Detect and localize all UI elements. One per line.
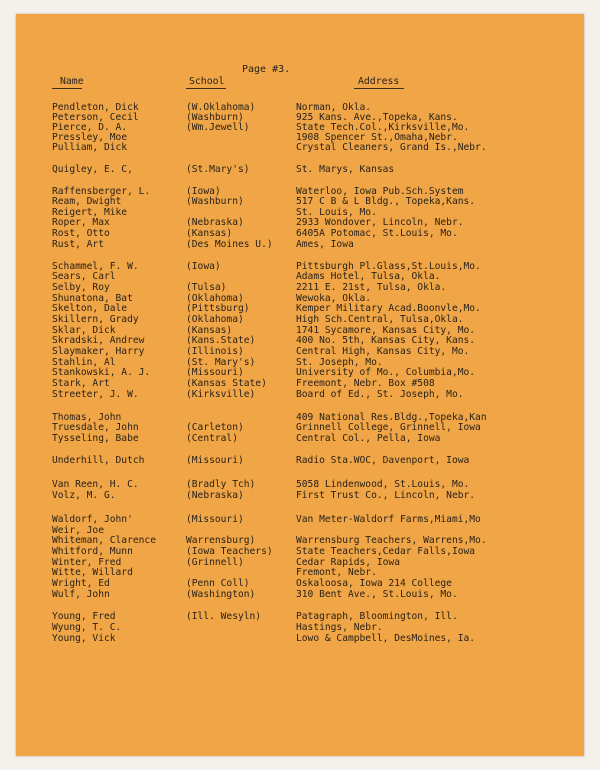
entry-address: 6405A Potomac, St.Louis, Mo. bbox=[296, 228, 458, 239]
entry-school: (Nebraska) bbox=[186, 490, 244, 501]
roster-row bbox=[16, 567, 584, 578]
roster-row bbox=[16, 335, 584, 346]
entry-school: (Carleton) bbox=[186, 422, 244, 433]
entry-school: (Illinois) bbox=[186, 346, 244, 357]
entry-name: Truesdale, John bbox=[52, 422, 139, 433]
entry-school: (St.Mary's) bbox=[186, 164, 250, 175]
entry-address: Ames, Iowa bbox=[296, 239, 354, 250]
entry-name: Wyung, T. C. bbox=[52, 622, 122, 633]
entry-name: Slaymaker, Harry bbox=[52, 346, 145, 357]
roster-row bbox=[16, 578, 584, 589]
roster-row bbox=[16, 389, 584, 400]
entry-address: Wewoka, Okla. bbox=[296, 293, 372, 304]
entry-school: (Ill. Wesyln) bbox=[186, 611, 262, 622]
entry-school: (Kansas State) bbox=[186, 378, 267, 389]
entry-name: Skillern, Grady bbox=[52, 314, 139, 325]
entry-name: Stankowski, A. J. bbox=[52, 367, 151, 378]
entry-address: Adams Hotel, Tulsa, Okla. bbox=[296, 271, 441, 282]
entry-school: (Grinnell) bbox=[186, 557, 244, 568]
entry-name: Shunatona, Bat bbox=[52, 293, 133, 304]
entry-address: Central Col., Pella, Iowa bbox=[296, 433, 441, 444]
entry-address: Kemper Military Acad.Boonvle,Mo. bbox=[296, 303, 481, 314]
roster-row bbox=[16, 303, 584, 314]
entry-school: (Missouri) bbox=[186, 455, 244, 466]
roster-row bbox=[16, 164, 584, 175]
entry-address: St. Marys, Kansas bbox=[296, 164, 395, 175]
entry-name: Selby, Roy bbox=[52, 282, 110, 293]
roster-row bbox=[16, 346, 584, 357]
entry-name: Reigert, Mike bbox=[52, 207, 128, 218]
entry-address: First Trust Co., Lincoln, Nebr. bbox=[296, 490, 476, 501]
entry-address: Board of Ed., St. Joseph, Mo. bbox=[296, 389, 464, 400]
roster-row bbox=[16, 217, 584, 228]
entry-address: St. Joseph, Mo. bbox=[296, 357, 383, 368]
roster-row bbox=[16, 422, 584, 433]
roster-row bbox=[16, 611, 584, 622]
entry-name: Pendleton, Dick bbox=[52, 102, 139, 113]
entry-name: Raffensberger, L. bbox=[52, 186, 151, 197]
roster-row bbox=[16, 228, 584, 239]
entry-name: Stark, Art bbox=[52, 378, 110, 389]
entry-school: (Oklahoma) bbox=[186, 314, 244, 325]
entry-school: (Pittsburg) bbox=[186, 303, 250, 314]
entry-school: (Nebraska) bbox=[186, 217, 244, 228]
entry-name: Skelton, Dale bbox=[52, 303, 128, 314]
entry-school: (Des Moines U.) bbox=[186, 239, 273, 250]
roster-row bbox=[16, 490, 584, 501]
roster-row bbox=[16, 239, 584, 250]
entry-address: Fremont, Nebr. bbox=[296, 567, 377, 578]
entry-school: (Washington) bbox=[186, 589, 256, 600]
entry-school: (Central) bbox=[186, 433, 238, 444]
page-label: Page #3. bbox=[242, 64, 291, 75]
entry-address: 1741 Sycamore, Kansas City, Mo. bbox=[296, 325, 476, 336]
entry-address: Radio Sta.WOC, Davenport, Iowa bbox=[296, 455, 470, 466]
entry-school: (Bradly Tch) bbox=[186, 479, 256, 490]
entry-name: Pulliam, Dick bbox=[52, 142, 128, 153]
entry-name: Wulf, John bbox=[52, 589, 110, 600]
entry-address: Van Meter-Waldorf Farms,Miami,Mo bbox=[296, 514, 481, 525]
entry-address: 925 Kans. Ave.,Topeka, Kans. bbox=[296, 112, 458, 123]
entry-school: (Iowa) bbox=[186, 261, 221, 272]
roster-row bbox=[16, 433, 584, 444]
entry-name: Waldorf, John' bbox=[52, 514, 133, 525]
entry-school: (Wm.Jewell) bbox=[186, 122, 250, 133]
roster-row bbox=[16, 514, 584, 525]
entry-school: (Iowa) bbox=[186, 186, 221, 197]
entry-name: Underhill, Dutch bbox=[52, 455, 145, 466]
entry-address: Cedar Rapids, Iowa bbox=[296, 557, 400, 568]
entry-name: Peterson, Cecil bbox=[52, 112, 139, 123]
entry-name: Stahlin, Al bbox=[52, 357, 116, 368]
entry-name: Schammel, F. W. bbox=[52, 261, 139, 272]
entry-address: 2211 E. 21st, Tulsa, Okla. bbox=[296, 282, 447, 293]
entry-name: Rost, Otto bbox=[52, 228, 110, 239]
roster-row bbox=[16, 378, 584, 389]
entry-name: Winter, Fred bbox=[52, 557, 122, 568]
entry-address: Hastings, Nebr. bbox=[296, 622, 383, 633]
entry-name: Ream, Dwight bbox=[52, 196, 122, 207]
entry-address: Warrensburg Teachers, Warrens,Mo. bbox=[296, 535, 487, 546]
entry-name: Quigley, E. C, bbox=[52, 164, 133, 175]
entry-name: Pressley, Moe bbox=[52, 132, 128, 143]
entry-address: Waterloo, Iowa Pub.Sch.System bbox=[296, 186, 464, 197]
entry-school: (Kansas) bbox=[186, 325, 233, 336]
entry-school: (Missouri) bbox=[186, 514, 244, 525]
roster-row bbox=[16, 271, 584, 282]
entry-address: 1908 Spencer St.,Omaha,Nebr. bbox=[296, 132, 458, 143]
entry-name: Whitford, Munn bbox=[52, 546, 133, 557]
entry-address: Patagraph, Bloomington, Ill. bbox=[296, 611, 458, 622]
roster-row bbox=[16, 546, 584, 557]
entry-name: Van Reen, H. C. bbox=[52, 479, 139, 490]
entry-school: (Washburn) bbox=[186, 112, 244, 123]
entry-name: Thomas, John bbox=[52, 412, 122, 423]
roster-row bbox=[16, 633, 584, 644]
entry-address: 400 No. 5th, Kansas City, Kans. bbox=[296, 335, 476, 346]
entry-name: Rust, Art bbox=[52, 239, 104, 250]
entry-address: University of Mo., Columbia,Mo. bbox=[296, 367, 476, 378]
roster-row bbox=[16, 589, 584, 600]
roster-row bbox=[16, 314, 584, 325]
entry-school: (Oklahoma) bbox=[186, 293, 244, 304]
entry-name: Wright, Ed bbox=[52, 578, 110, 589]
entry-address: 5058 Lindenwood, St.Louis, Mo. bbox=[296, 479, 470, 490]
roster-row bbox=[16, 622, 584, 633]
entry-address: Freemont, Nebr. Box #508 bbox=[296, 378, 435, 389]
entry-address: Pittsburgh Pl.Glass,St.Louis,Mo. bbox=[296, 261, 481, 272]
entry-school: (Kirksville) bbox=[186, 389, 256, 400]
entry-name: Witte, Willard bbox=[52, 567, 133, 578]
entry-name: Sears, Carl bbox=[52, 271, 116, 282]
entry-name: Sklar, Dick bbox=[52, 325, 116, 336]
entry-school: (Missouri) bbox=[186, 367, 244, 378]
entry-address: St. Louis, Mo. bbox=[296, 207, 377, 218]
entry-address: Norman, Okla. bbox=[296, 102, 372, 113]
roster-row bbox=[16, 196, 584, 207]
entry-school: (Tulsa) bbox=[186, 282, 227, 293]
entry-name: Young, Fred bbox=[52, 611, 116, 622]
entry-address: State Teachers,Cedar Falls,Iowa bbox=[296, 546, 476, 557]
roster-list bbox=[16, 14, 584, 756]
entry-name: Skradski, Andrew bbox=[52, 335, 145, 346]
entry-address: State Tech.Col.,Kirksville,Mo. bbox=[296, 122, 470, 133]
entry-address: Central High, Kansas City, Mo. bbox=[296, 346, 470, 357]
entry-school: (Penn Coll) bbox=[186, 578, 250, 589]
typed-page bbox=[16, 14, 584, 756]
roster-row bbox=[16, 535, 584, 546]
entry-address: 409 National Res.Bldg.,Topeka,Kan bbox=[296, 412, 487, 423]
roster-row bbox=[16, 455, 584, 466]
entry-school: Warrensburg) bbox=[186, 535, 256, 546]
entry-name: Whiteman, Clarence bbox=[52, 535, 156, 546]
roster-row bbox=[16, 367, 584, 378]
entry-name: Weir, Joe bbox=[52, 525, 104, 536]
entry-name: Roper, Max bbox=[52, 217, 110, 228]
header-address: Address bbox=[358, 76, 400, 87]
entry-address: Oskaloosa, Iowa 214 College bbox=[296, 578, 452, 589]
roster-row bbox=[16, 479, 584, 490]
entry-name: Volz, M. G. bbox=[52, 490, 116, 501]
entry-school: (Kans.State) bbox=[186, 335, 256, 346]
entry-school: (Iowa Teachers) bbox=[186, 546, 273, 557]
entry-address: 2933 Wondover, Lincoln, Nebr. bbox=[296, 217, 464, 228]
header-school: School bbox=[189, 76, 225, 87]
entry-address: High Sch.Central, Tulsa,Okla. bbox=[296, 314, 464, 325]
entry-address: Crystal Cleaners, Grand Is.,Nebr. bbox=[296, 142, 487, 153]
entry-name: Tysseling, Babe bbox=[52, 433, 139, 444]
entry-school: (Kansas) bbox=[186, 228, 233, 239]
header-name: Name bbox=[60, 76, 84, 87]
entry-name: Young, Vick bbox=[52, 633, 116, 644]
roster-row bbox=[16, 282, 584, 293]
roster-row bbox=[16, 142, 584, 153]
entry-address: Grinnell College, Grinnell, Iowa bbox=[296, 422, 481, 433]
entry-school: (Washburn) bbox=[186, 196, 244, 207]
entry-school: (W.Oklahoma) bbox=[186, 102, 256, 113]
entry-address: Lowo & Campbell, DesMoines, Ia. bbox=[296, 633, 476, 644]
entry-address: 517 C B & L Bldg., Topeka,Kans. bbox=[296, 196, 476, 207]
entry-school: (St. Mary's) bbox=[186, 357, 256, 368]
entry-address: 310 Bent Ave., St.Louis, Mo. bbox=[296, 589, 458, 600]
entry-name: Streeter, J. W. bbox=[52, 389, 139, 400]
entry-name: Pierce, D. A. bbox=[52, 122, 128, 133]
